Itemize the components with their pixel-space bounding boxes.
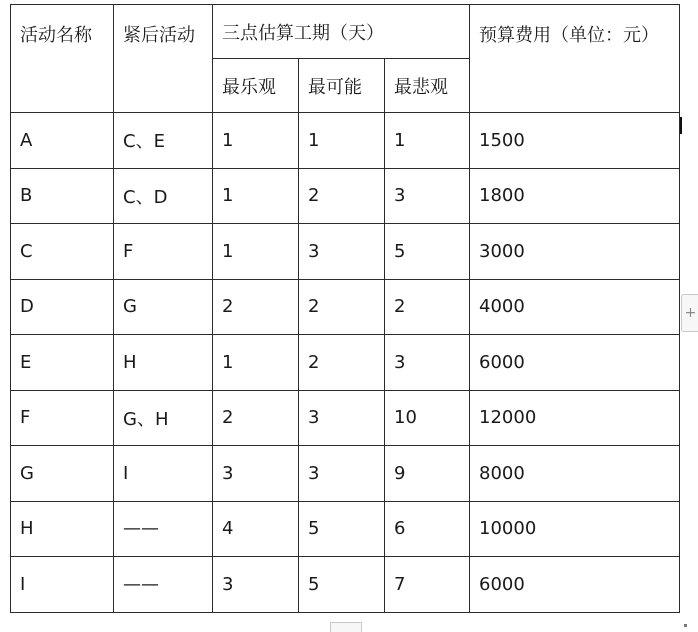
budget-cell: 6000 <box>470 557 680 613</box>
pessimistic-cell: 7 <box>385 557 470 613</box>
budget-cell: 8000 <box>470 446 680 502</box>
optimistic-cell: 2 <box>213 279 299 335</box>
header-three-point-estimate: 三点估算工期（天） <box>213 5 470 59</box>
successor-cell: G <box>114 279 213 335</box>
table-row <box>11 335 680 391</box>
optimistic-cell: 2 <box>213 390 299 446</box>
pessimistic-cell: 6 <box>385 501 470 557</box>
budget-cell: 4000 <box>470 279 680 335</box>
table-row <box>11 224 680 280</box>
pessimistic-cell: 1 <box>385 113 470 169</box>
plus-icon: + <box>684 305 697 321</box>
activity-cell: G <box>11 446 114 502</box>
activity-cell: C <box>11 224 114 280</box>
most-likely-cell: 2 <box>299 168 385 224</box>
budget-cell: 3000 <box>470 224 680 280</box>
header-optimistic: 最乐观 <box>213 59 299 113</box>
successor-cell: —— <box>114 557 213 613</box>
successor-cell: C、E <box>114 113 213 169</box>
most-likely-cell: 5 <box>299 557 385 613</box>
add-column-button[interactable] <box>681 294 698 332</box>
header-successor: 紧后活动 <box>114 5 213 113</box>
table-row <box>11 113 680 169</box>
most-likely-cell: 3 <box>299 446 385 502</box>
text-cursor <box>680 117 682 134</box>
header-row <box>11 5 680 59</box>
header-budget: 预算费用（单位：元） <box>470 5 680 113</box>
most-likely-cell: 5 <box>299 501 385 557</box>
optimistic-cell: 1 <box>213 168 299 224</box>
successor-cell: G、H <box>114 390 213 446</box>
activity-cell: I <box>11 557 114 613</box>
budget-cell: 6000 <box>470 335 680 391</box>
budget-cell: 1800 <box>470 168 680 224</box>
budget-cell: 10000 <box>470 501 680 557</box>
table-row <box>11 279 680 335</box>
successor-cell: C、D <box>114 168 213 224</box>
optimistic-cell: 4 <box>213 501 299 557</box>
corner-marker <box>684 624 687 627</box>
budget-cell: 12000 <box>470 390 680 446</box>
successor-cell: H <box>114 335 213 391</box>
most-likely-cell: 2 <box>299 279 385 335</box>
optimistic-cell: 3 <box>213 557 299 613</box>
successor-cell: —— <box>114 501 213 557</box>
most-likely-cell: 1 <box>299 113 385 169</box>
table-row <box>11 390 680 446</box>
optimistic-cell: 3 <box>213 446 299 502</box>
most-likely-cell: 3 <box>299 224 385 280</box>
pessimistic-cell: 3 <box>385 168 470 224</box>
optimistic-cell: 1 <box>213 224 299 280</box>
pessimistic-cell: 3 <box>385 335 470 391</box>
header-pessimistic: 最悲观 <box>385 59 470 113</box>
successor-cell: F <box>114 224 213 280</box>
activity-cell: B <box>11 168 114 224</box>
activity-cell: E <box>11 335 114 391</box>
most-likely-cell: 2 <box>299 335 385 391</box>
activity-cell: D <box>11 279 114 335</box>
table-row <box>11 501 680 557</box>
pessimistic-cell: 9 <box>385 446 470 502</box>
activity-cell: H <box>11 501 114 557</box>
pessimistic-cell: 2 <box>385 279 470 335</box>
activity-cell: A <box>11 113 114 169</box>
most-likely-cell: 3 <box>299 390 385 446</box>
pessimistic-cell: 10 <box>385 390 470 446</box>
successor-cell: I <box>114 446 213 502</box>
optimistic-cell: 1 <box>213 113 299 169</box>
optimistic-cell: 1 <box>213 335 299 391</box>
pessimistic-cell: 5 <box>385 224 470 280</box>
activity-schedule-table <box>10 4 680 613</box>
header-activity-name: 活动名称 <box>11 5 114 113</box>
table-row <box>11 446 680 502</box>
activity-cell: F <box>11 390 114 446</box>
table-row <box>11 557 680 613</box>
budget-cell: 1500 <box>470 113 680 169</box>
table-row <box>11 168 680 224</box>
header-most-likely: 最可能 <box>299 59 385 113</box>
